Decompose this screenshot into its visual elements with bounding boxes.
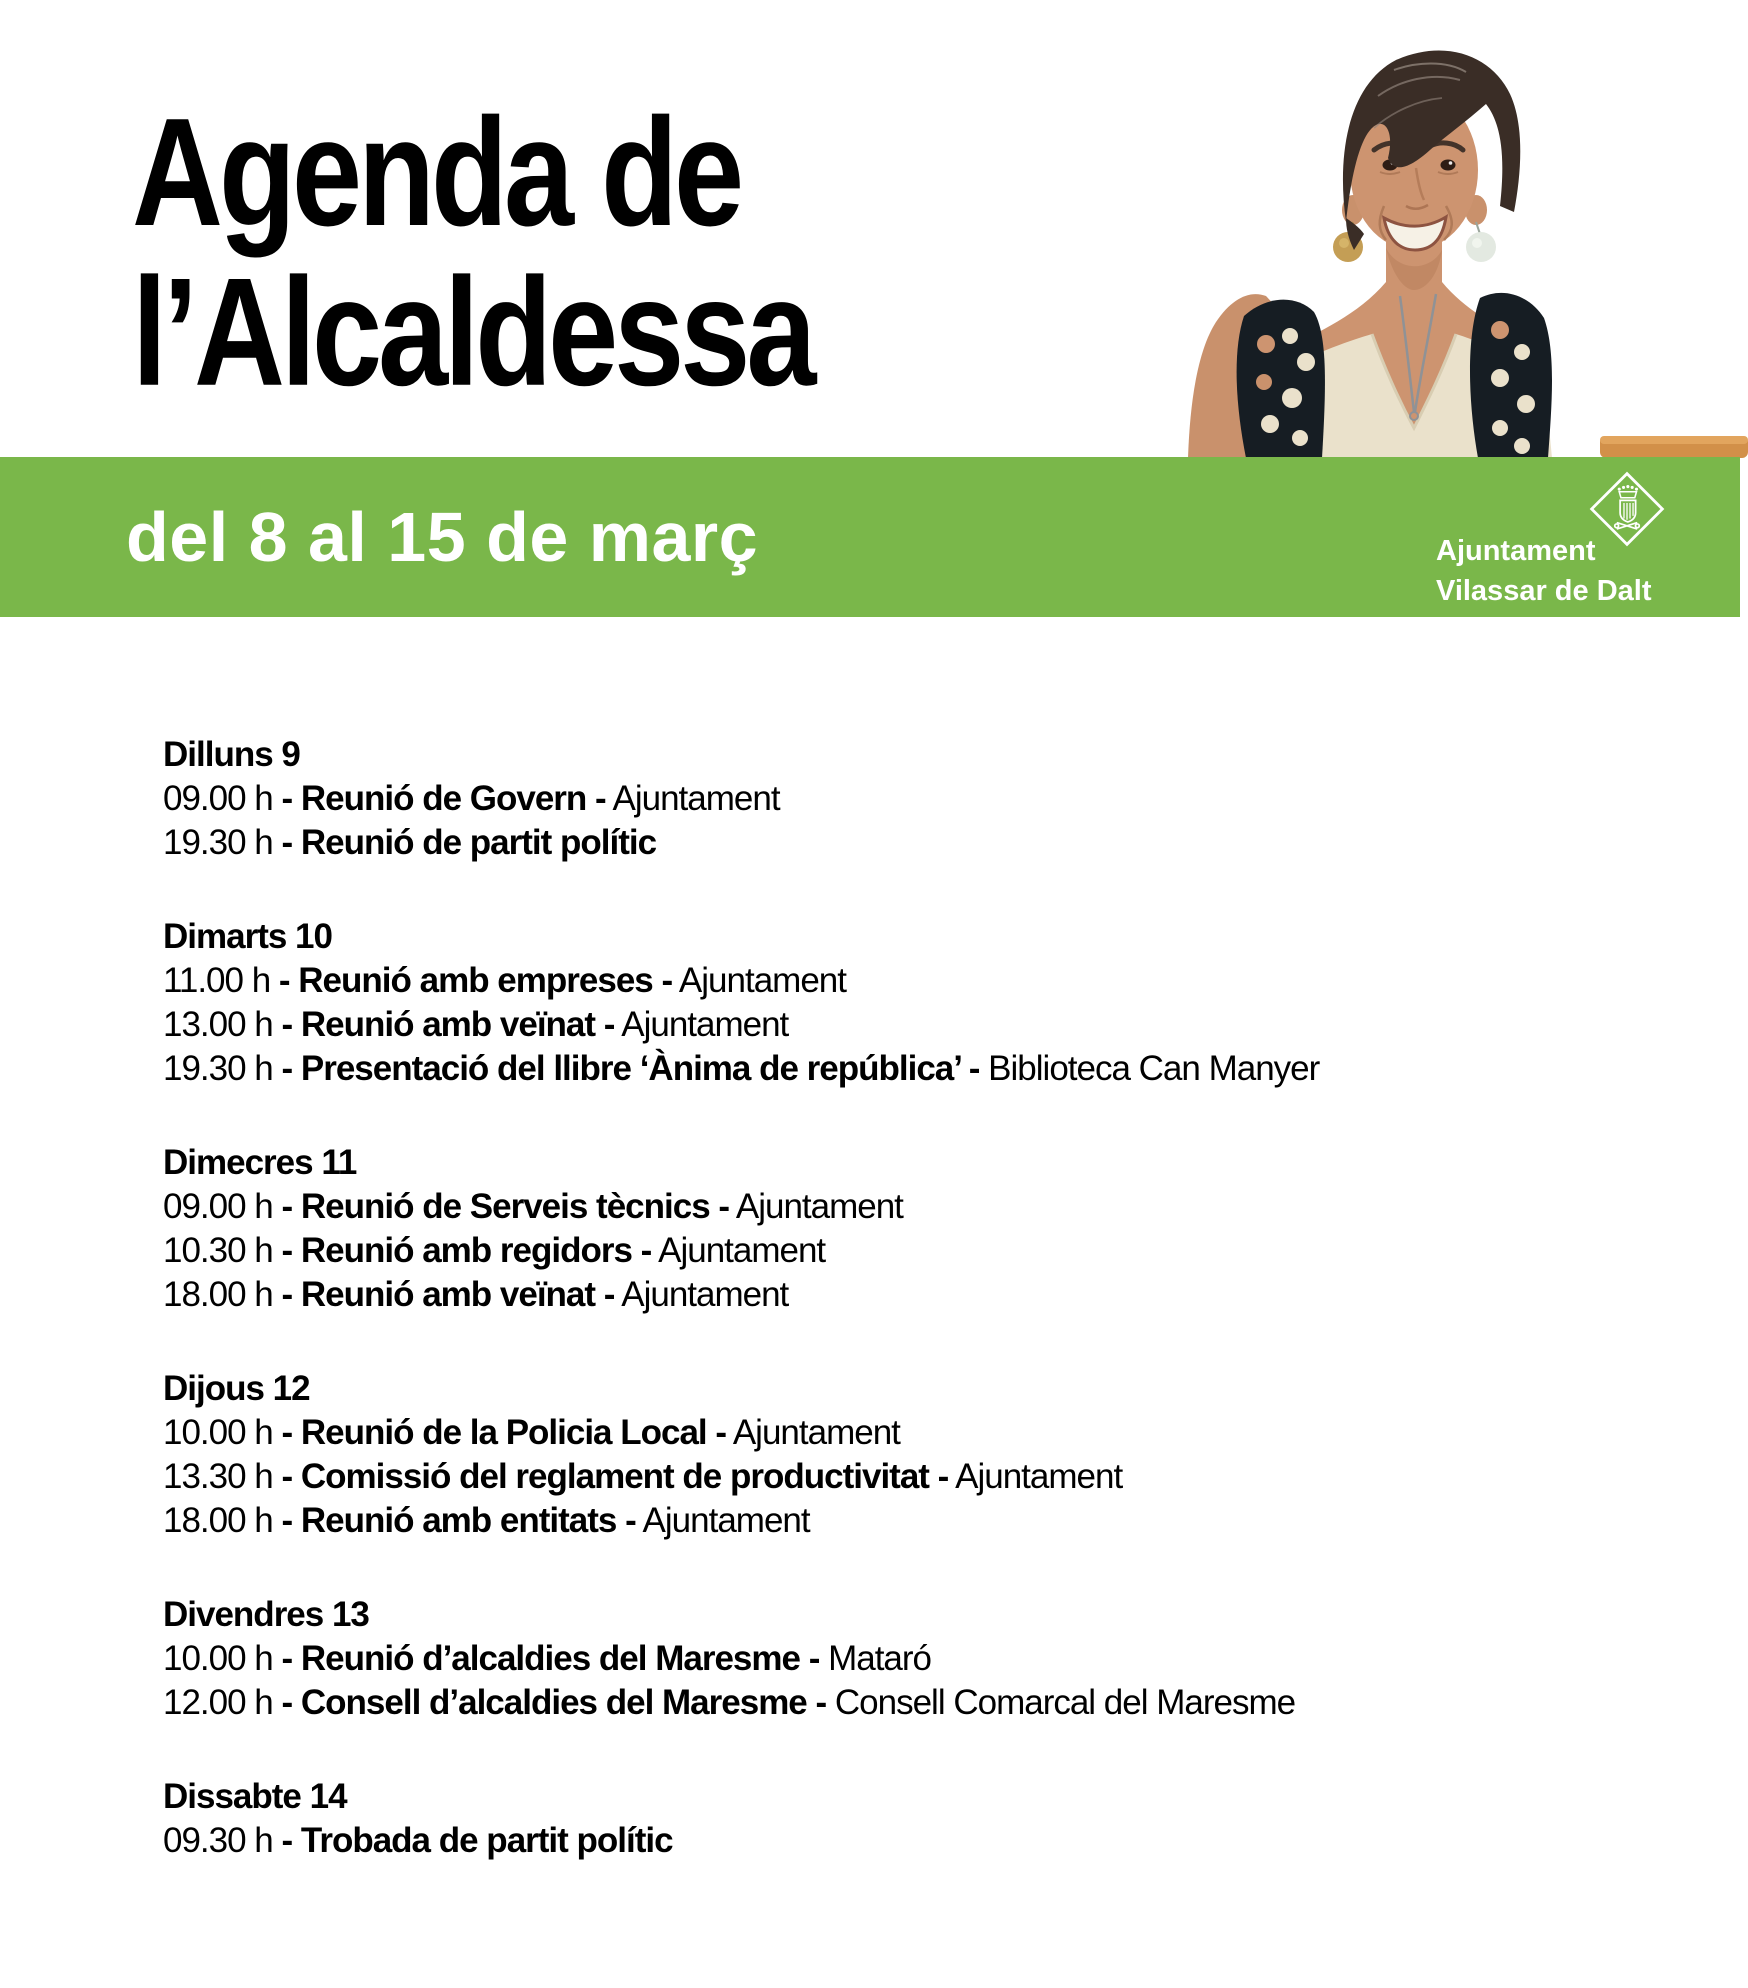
town-crest-icon <box>1583 465 1671 553</box>
event-title: - Consell d’alcaldies del Maresme - <box>281 1683 827 1722</box>
event-time: 18.00 h <box>163 1275 282 1314</box>
event-title: - Reunió amb veïnat - <box>281 1005 615 1044</box>
page-title-line-1: Agenda de <box>132 85 741 258</box>
event-location: Ajuntament <box>605 779 780 818</box>
event-title: - Comissió del reglament de productivitat - <box>281 1457 949 1496</box>
event-time: 09.30 h <box>163 1821 282 1860</box>
logo-line-1: Ajuntament <box>1436 535 1596 567</box>
event-time: 19.30 h <box>163 1049 282 1088</box>
event-location: Ajuntament <box>672 961 846 1000</box>
event-line <box>163 1273 1319 1317</box>
event-title: - Reunió d’alcaldies del Maresme - <box>281 1639 820 1678</box>
event-time: 19.30 h <box>163 823 282 862</box>
event-title: - Reunió amb empreses - <box>278 961 673 1000</box>
event-line <box>163 777 1319 821</box>
event-location: Ajuntament <box>635 1501 810 1540</box>
date-banner <box>0 457 1740 617</box>
event-title: - Reunió de partit polític <box>281 823 657 862</box>
event-location: Ajuntament <box>651 1231 826 1270</box>
event-location: Ajuntament <box>726 1413 900 1452</box>
event-time: 09.00 h <box>163 1187 282 1226</box>
event-title: - Reunió de la Policia Local - <box>281 1413 727 1452</box>
logo-line-2: Vilassar de Dalt <box>1436 575 1652 607</box>
mayor-portrait-photo <box>1148 0 1748 458</box>
event-line <box>163 1499 1319 1543</box>
event-time: 10.30 h <box>163 1231 282 1270</box>
event-line <box>163 959 1319 1003</box>
page-title-line-2: l’Alcaldessa <box>132 245 813 418</box>
event-time: 13.00 h <box>163 1005 282 1044</box>
event-time: 09.00 h <box>163 779 282 818</box>
day-block <box>163 1141 1319 1317</box>
event-time: 11.00 h <box>163 961 279 1000</box>
event-title: - Trobada de partit polític <box>281 1821 673 1860</box>
event-time: 12.00 h <box>163 1683 282 1722</box>
event-location: Mataró <box>819 1639 931 1678</box>
date-range: del 8 al 15 de març <box>126 498 759 576</box>
day-heading: Dissabte 14 <box>163 1777 347 1816</box>
event-time: 10.00 h <box>163 1639 282 1678</box>
day-block <box>163 1367 1319 1543</box>
event-location: Ajuntament <box>614 1005 789 1044</box>
event-title: - Reunió amb regidors - <box>281 1231 652 1270</box>
event-title: - Reunió amb veïnat - <box>281 1275 615 1314</box>
event-title: - Presentació del llibre ‘Ànima de república’ - <box>281 1049 980 1088</box>
event-time: 10.00 h <box>163 1413 282 1452</box>
event-line <box>163 1637 1319 1681</box>
page-title <box>132 85 813 418</box>
event-location: Ajuntament <box>614 1275 789 1314</box>
event-location: Ajuntament <box>729 1187 903 1226</box>
chair-edge <box>1600 436 1748 458</box>
event-location: Consell Comarcal del Maresme <box>826 1683 1296 1722</box>
pearl-earring <box>1466 222 1496 262</box>
event-line <box>163 1455 1319 1499</box>
event-location: Ajuntament <box>948 1457 1123 1496</box>
day-heading: Dimecres 11 <box>163 1143 357 1182</box>
event-line <box>163 1411 1319 1455</box>
day-heading: Dimarts 10 <box>163 917 332 956</box>
day-heading: Divendres 13 <box>163 1595 369 1634</box>
event-time: 18.00 h <box>163 1501 282 1540</box>
event-line <box>163 1229 1319 1273</box>
event-title: - Reunió de Govern - <box>281 779 606 818</box>
day-block <box>163 915 1319 1091</box>
event-location: Biblioteca Can Manyer <box>979 1049 1320 1088</box>
event-line <box>163 1819 1319 1863</box>
event-title: - Reunió amb entitats - <box>281 1501 636 1540</box>
event-line <box>163 1003 1319 1047</box>
vest-left-strap <box>1237 300 1325 458</box>
event-line <box>163 1047 1319 1091</box>
event-title: - Reunió de Serveis tècnics - <box>281 1187 730 1226</box>
event-line <box>163 821 1319 865</box>
schedule <box>163 733 1319 1913</box>
day-heading: Dijous 12 <box>163 1369 310 1408</box>
day-heading: Dilluns 9 <box>163 735 300 774</box>
day-block <box>163 1593 1319 1725</box>
vest-right-strap <box>1470 293 1552 458</box>
event-line <box>163 1185 1319 1229</box>
event-line <box>163 1681 1319 1725</box>
day-block <box>163 1775 1319 1863</box>
event-time: 13.30 h <box>163 1457 282 1496</box>
day-block <box>163 733 1319 865</box>
